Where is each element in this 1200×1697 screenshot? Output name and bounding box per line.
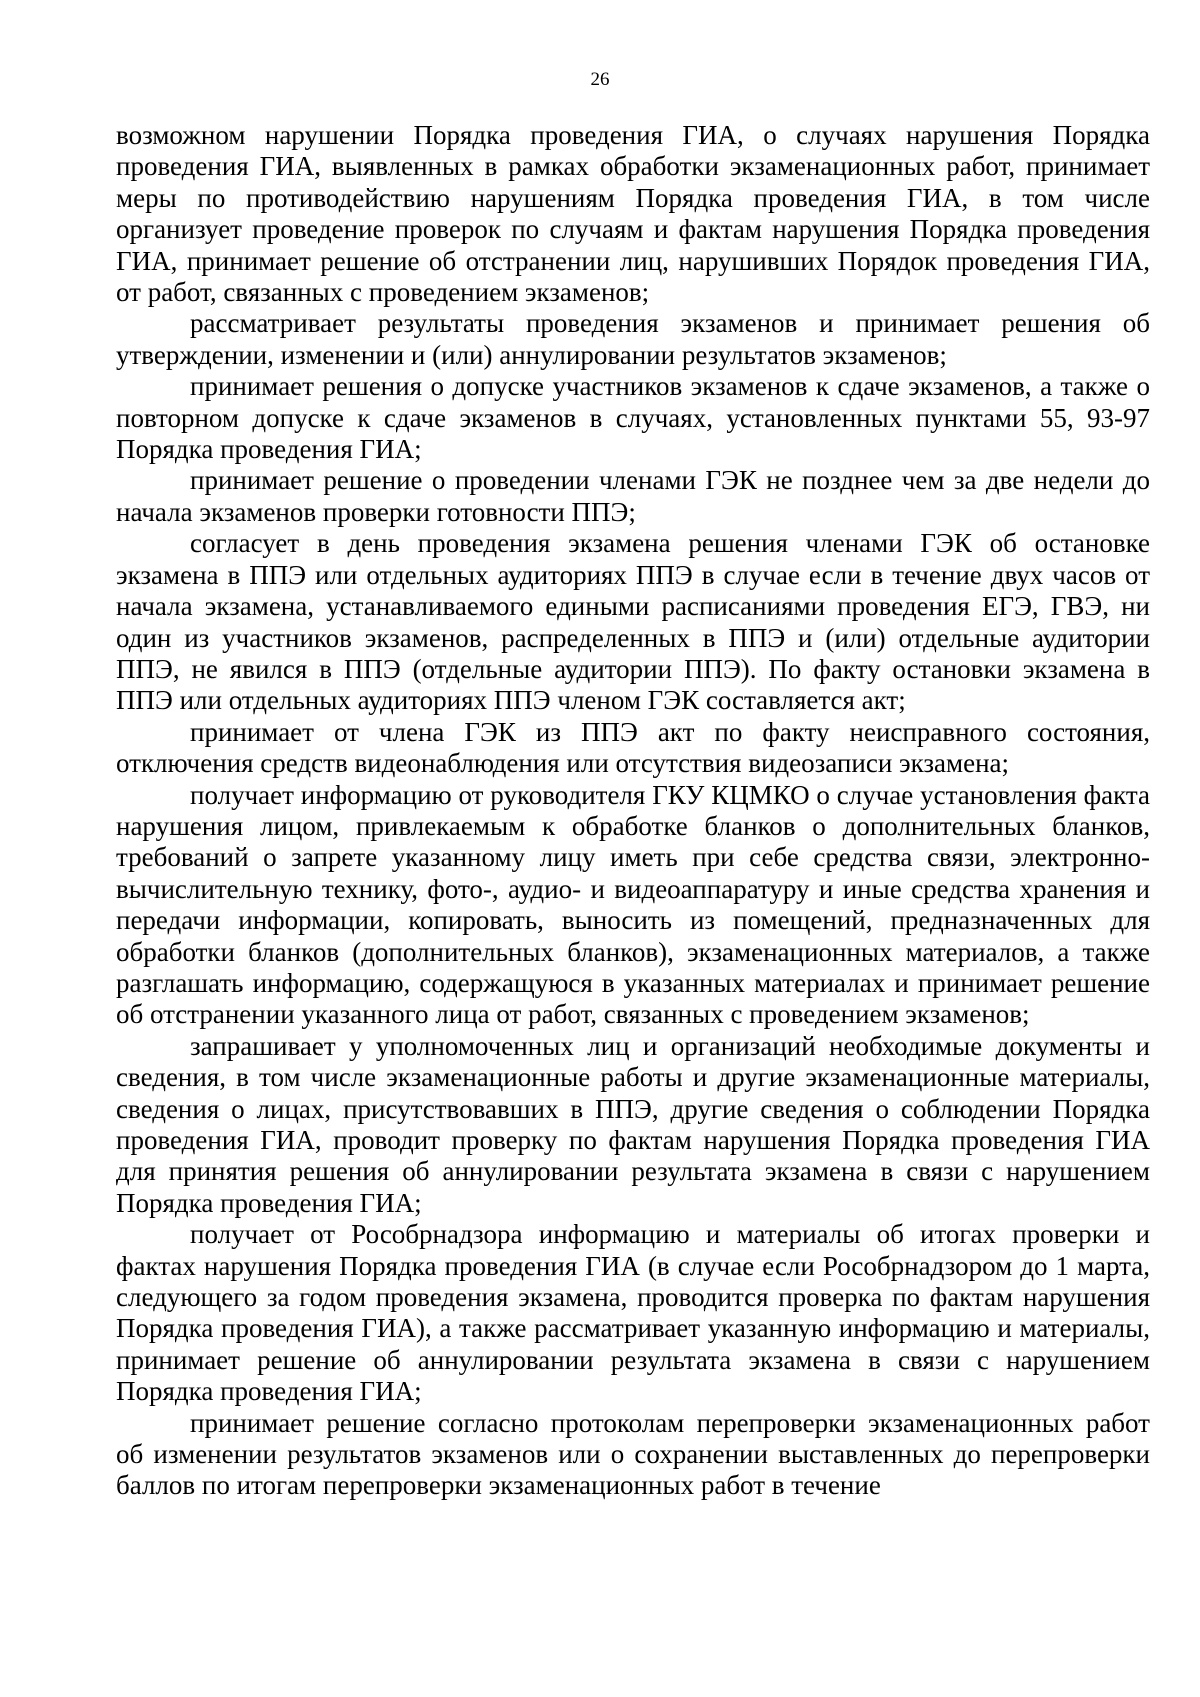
paragraph: принимает решение согласно протоколам перепроверки экзаменационных работ об изменении результатов экзаменов или о сохранении выставленных до перепроверки баллов по итогам перепроверки экзаменационных работ в течение: [116, 1407, 1150, 1501]
paragraph: получает от Рособрнадзора информацию и материалы об итогах проверки и фактах нарушения Порядка проведения ГИА (в случае если Рособрнадзором до 1 марта, следующего за годом проведения экзамена, проводится проверка по фактам нарушения Порядка проведения ГИА), а также рассматривает указанную информацию и материалы, принимает решение об аннулировании результата экзамена в связи с нарушением Порядка проведения ГИА;: [116, 1219, 1150, 1407]
paragraph: получает информацию от руководителя ГКУ КЦМКО о случае установления факта нарушения лицом, привлекаемым к обработке бланков о дополнительных бланков, требований о запрете указанному лицу иметь при себе средства связи, электронно-вычислительную технику, фото-, аудио- и видеоаппаратуру и иные средства хранения и передачи информации, копировать, выносить из помещений, предназначенных для обработки бланков (дополнительных бланков), экзаменационных материалов, а также разглашать информацию, содержащуюся в указанных материалах и принимает решение об отстранении указанного лица от работ, связанных с проведением экзаменов;: [116, 779, 1150, 1030]
paragraph: запрашивает у уполномоченных лиц и организаций необходимые документы и сведения, в том числе экзаменационные работы и другие экзаменационные материалы, сведения о лицах, присутствовавших в ППЭ, другие сведения о соблюдении Порядка проведения ГИА, проводит проверку по фактам нарушения Порядка проведения ГИА для принятия решения об аннулировании результата экзамена в связи с нарушением Порядка проведения ГИА;: [116, 1030, 1150, 1218]
document-body: [116, 120, 1150, 1502]
paragraph: принимает от члена ГЭК из ППЭ акт по факту неисправного состояния, отключения средств видеонаблюдения или отсутствия видеозаписи экзамена;: [116, 716, 1150, 779]
paragraph: согласует в день проведения экзамена решения членами ГЭК об остановке экзамена в ППЭ или отдельных аудиториях ППЭ в случае если в течение двух часов от начала экзамена, устанавливаемого едиными расписаниями проведения ЕГЭ, ГВЭ, ни один из участников экзаменов, распределенных в ППЭ и (или) отдельные аудитории ППЭ, не явился в ППЭ (отдельные аудитории ППЭ). По факту остановки экзамена в ППЭ или отдельных аудиториях ППЭ членом ГЭК составляется акт;: [116, 528, 1150, 716]
paragraph: принимает решения о допуске участников экзаменов к сдаче экзаменов, а также о повторном допуске к сдаче экзаменов в случаях, установленных пунктами 55, 93-97 Порядка проведения ГИА;: [116, 371, 1150, 465]
paragraph: принимает решение о проведении членами ГЭК не позднее чем за две недели до начала экзаменов проверки готовности ППЭ;: [116, 465, 1150, 527]
paragraph-continuation: возможном нарушении Порядка проведения ГИА, о случаях нарушения Порядка проведения ГИА, выявленных в рамках обработки экзаменационных работ, принимает меры по противодействию нарушениям Порядка проведения ГИА, в том числе организует проведение проверок по случаям и фактам нарушения Порядка проведения ГИА, принимает решение об отстранении лиц, нарушивших Порядок проведения ГИА, от работ, связанных с проведением экзаменов;: [116, 120, 1150, 308]
page-number: 26: [590, 69, 610, 90]
paragraph: рассматривает результаты проведения экзаменов и принимает решения об утверждении, изменении и (или) аннулировании результатов экзаменов;: [116, 308, 1150, 370]
